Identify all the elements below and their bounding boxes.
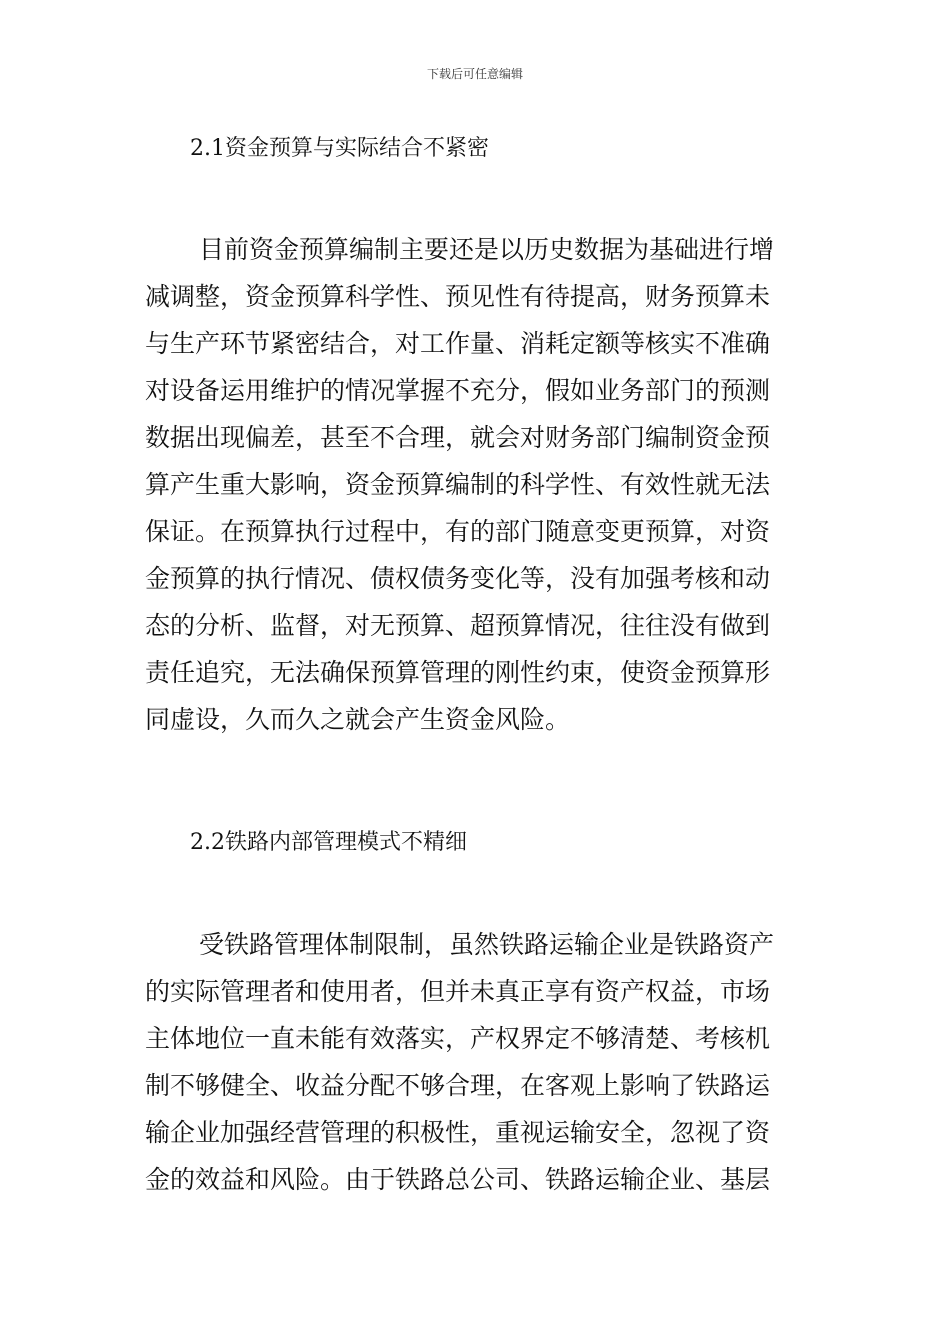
paragraph-line: 金的效益和风险。由于铁路总公司、铁路运输企业、基层 <box>145 1165 771 1194</box>
section-2-paragraph <box>145 921 815 1203</box>
paragraph-line: 态的分析、监督，对无预算、超预算情况，往往没有做到 <box>145 611 771 640</box>
paragraph-line: 对设备运用维护的情况掌握不充分，假如业务部门的预测 <box>145 376 771 405</box>
paragraph-line: 的实际管理者和使用者，但并未真正享有资产权益，市场 <box>145 977 771 1006</box>
paragraph-line: 输企业加强经营管理的积极性，重视运输安全，忽视了资 <box>145 1118 771 1147</box>
paragraph-line: 减调整，资金预算科学性、预见性有待提高，财务预算未 <box>145 282 771 311</box>
paragraph-line: 数据出现偏差，甚至不合理，就会对财务部门编制资金预 <box>145 423 771 452</box>
paragraph-line: 制不够健全、收益分配不够合理，在客观上影响了铁路运 <box>145 1071 771 1100</box>
paragraph-line: 主体地位一直未能有效落实，产权界定不够清楚、考核机 <box>145 1024 771 1053</box>
paragraph-line: 受铁路管理体制限制，虽然铁路运输企业是铁路资产 <box>199 930 775 959</box>
paragraph-line: 保证。在预算执行过程中，有的部门随意变更预算，对资 <box>145 517 771 546</box>
section-heading-2-1: 2.1资金预算与实际结合不紧密 <box>190 136 489 161</box>
paragraph-line: 金预算的执行情况、债权债务变化等，没有加强考核和动 <box>145 564 771 593</box>
paragraph-line: 算产生重大影响，资金预算编制的科学性、有效性就无法 <box>145 470 771 499</box>
paragraph-line: 同虚设，久而久之就会产生资金风险。 <box>145 705 571 734</box>
page-header: 下载后可任意编辑 <box>426 67 523 81</box>
section-1-paragraph <box>145 226 815 743</box>
section-heading-2-2: 2.2铁路内部管理模式不精细 <box>190 830 467 855</box>
paragraph-line: 与生产环节紧密结合，对工作量、消耗定额等核实不准确 <box>145 329 771 358</box>
paragraph-line: 目前资金预算编制主要还是以历史数据为基础进行增 <box>199 235 775 264</box>
paragraph-line: 责任追究，无法确保预算管理的刚性约束，使资金预算形 <box>145 658 771 687</box>
